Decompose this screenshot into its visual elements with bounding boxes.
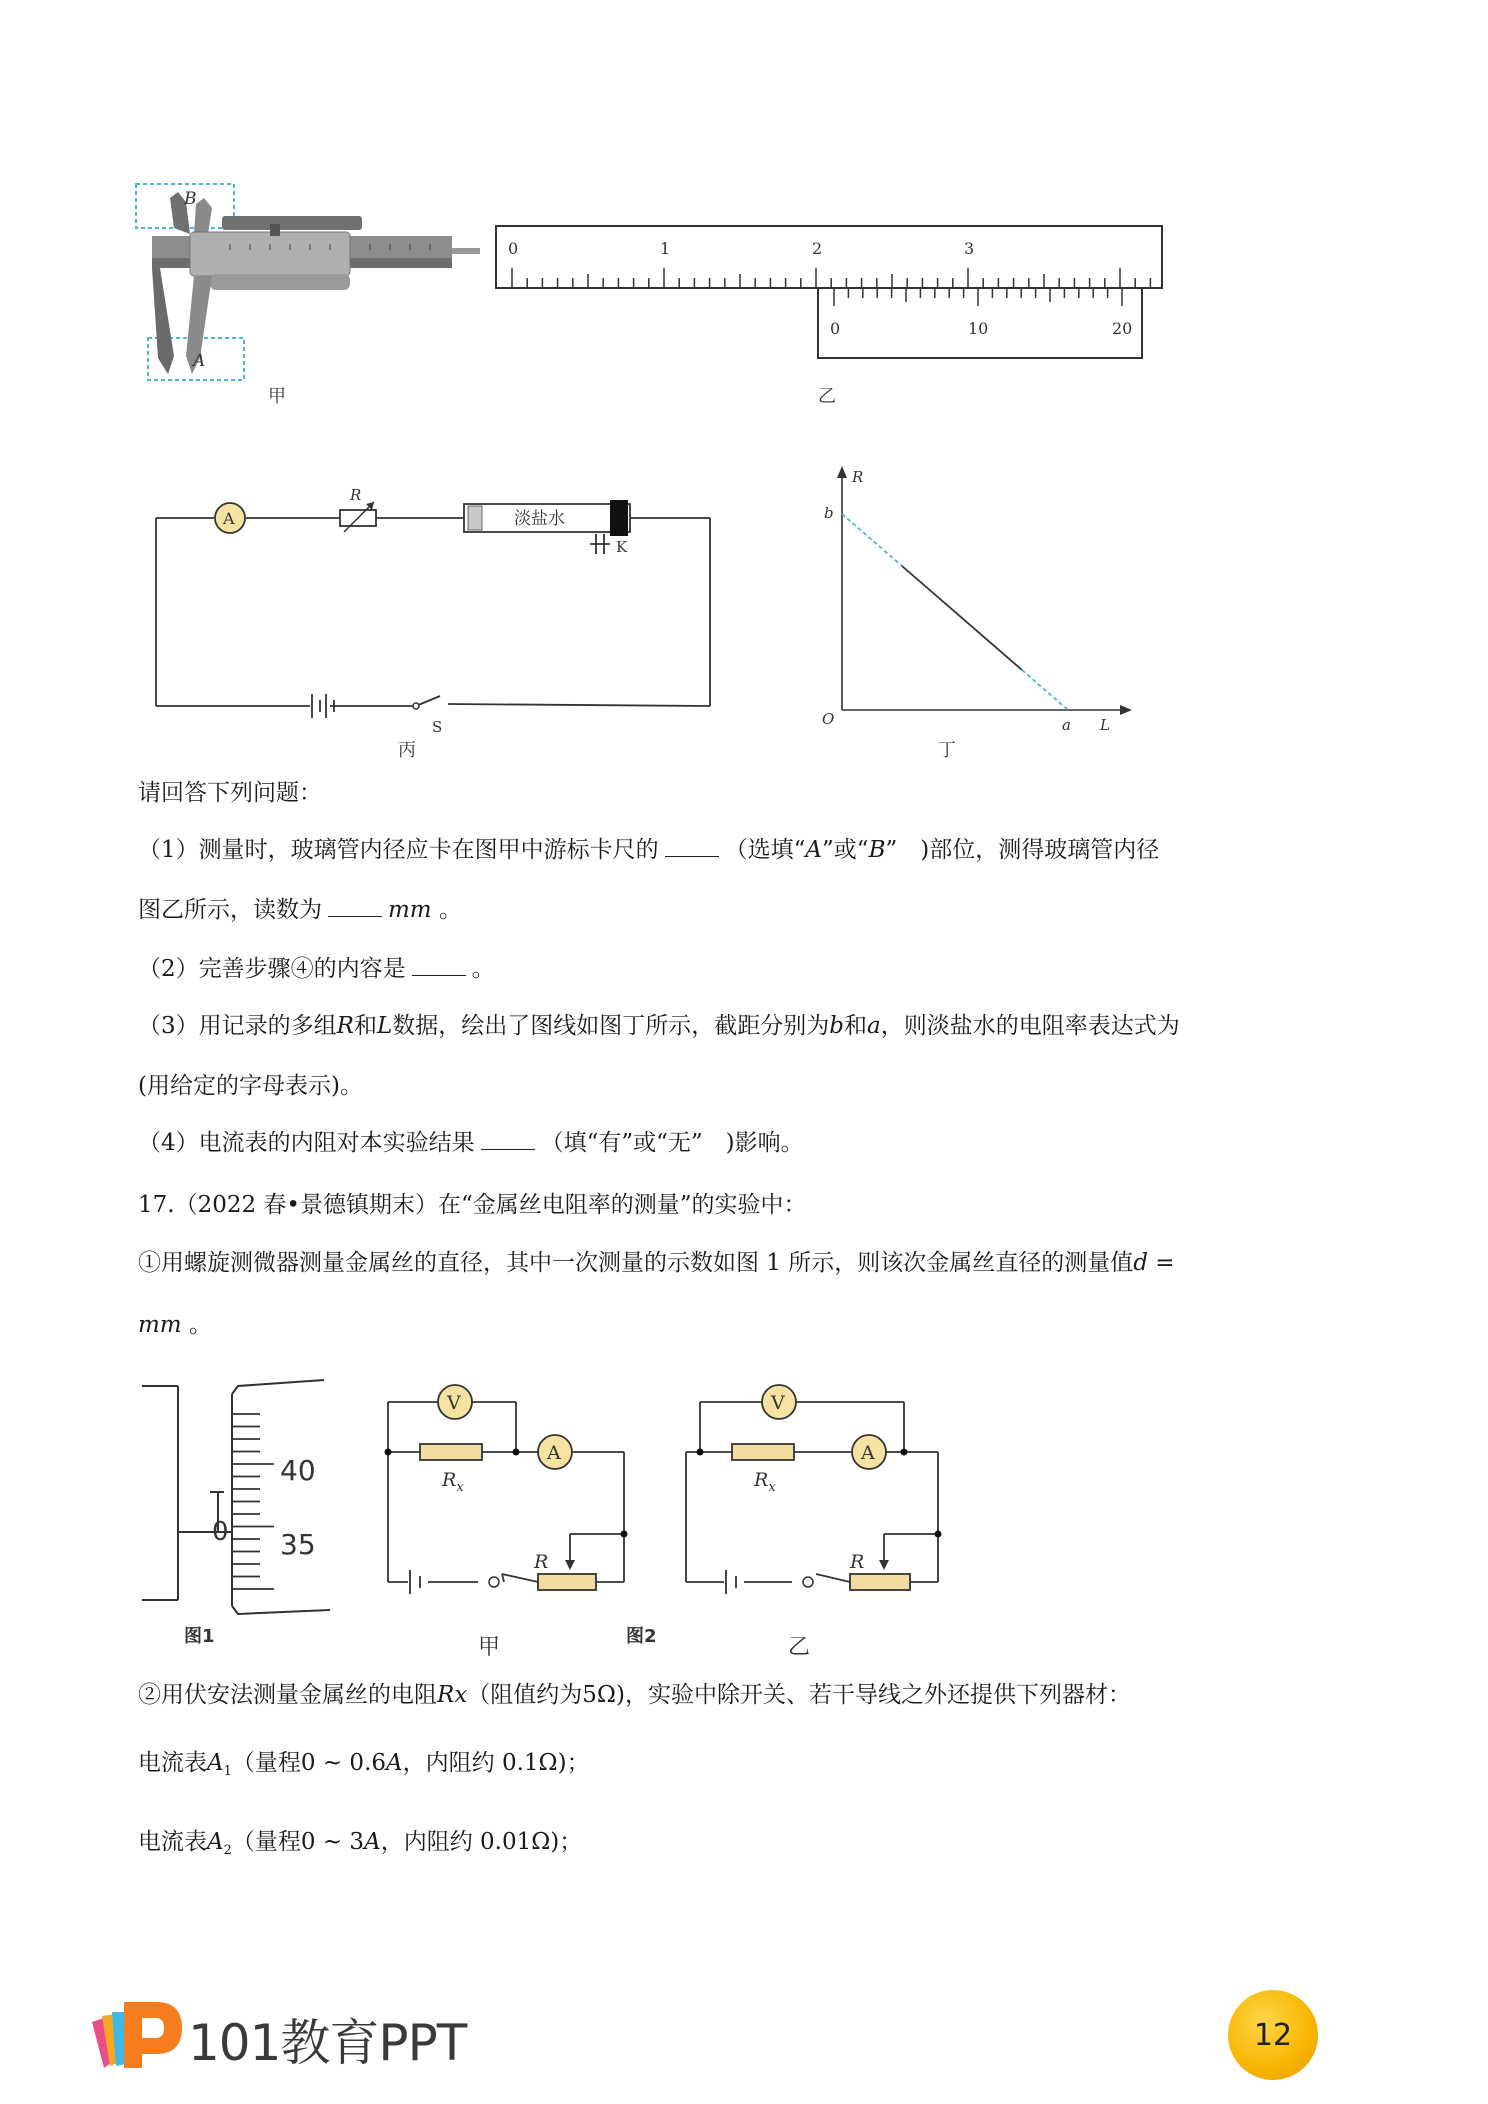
- tube-label: 淡盐水: [514, 509, 565, 529]
- micrometer-label-35: 35: [280, 1528, 316, 1561]
- rheostat-label: R: [534, 1551, 549, 1573]
- fit-line-dashed-start: [842, 514, 902, 566]
- switch-s-label: S: [432, 718, 443, 736]
- page-number: 12: [1253, 2017, 1293, 2053]
- question-17-title: 17.（2022 春•景德镇期末）在“金属丝电阻率的测量”的实验中：: [138, 1192, 807, 1218]
- caption-yi-2: 乙: [788, 1635, 811, 1660]
- brand-logo-icon: [82, 1992, 192, 2076]
- question-17-part1-line2: mm 。: [138, 1312, 212, 1338]
- caption-ding: 丁: [938, 740, 956, 761]
- caption-jia: 甲: [268, 386, 286, 407]
- equipment-a2: 电流表$A_2$（量程0 ~ 3A，内阻约 0.01Ω)；: [138, 1829, 583, 1858]
- question-1: （1）测量时，玻璃管内径应卡在图甲中游标卡尺的 （选填“A”或“B” )部位，测得玻璃管内径: [138, 837, 1160, 863]
- rx-label: $R_x$: [442, 1469, 464, 1495]
- micrometer-figure: [138, 1374, 338, 1614]
- graph-y-label: R: [852, 468, 864, 486]
- main-label-2: 2: [812, 239, 823, 258]
- caption-jia-2: 甲: [478, 1635, 501, 1660]
- vernier-label-20: 20: [1112, 319, 1133, 338]
- answer-blank-q4[interactable]: [481, 1129, 535, 1150]
- micrometer-label-40: 40: [280, 1454, 316, 1487]
- question-4: （4）电流表的内阻对本实验结果 （填“有”或“无” )影响。: [138, 1130, 804, 1156]
- graph-origin-label: O: [822, 710, 835, 728]
- equipment-a1: 电流表$A_1$（量程0 ~ 0.6A，内阻约 0.1Ω)；: [138, 1750, 590, 1779]
- brand-name: 101教育PPT: [188, 2014, 467, 2072]
- main-label-3: 3: [964, 239, 975, 258]
- question-3: （3）用记录的多组R和L数据，绘出了图线如图丁所示，截距分别为b和a，则淡盐水的电阻率表达式为: [138, 1013, 1180, 1039]
- caption-fig1: 图1: [184, 1626, 215, 1647]
- caption-bing: 丙: [398, 740, 416, 761]
- caliper-figure: [130, 178, 490, 418]
- vernier-label-10: 10: [968, 319, 989, 338]
- ammeter-label: A: [861, 1442, 875, 1464]
- rheostat-label: R: [850, 1551, 865, 1573]
- question-17-part2: ②用伏安法测量金属丝的电阻Rx（阻值约为5Ω)，实验中除开关、若干导线之外还提供下列器材：: [138, 1682, 1131, 1708]
- vernier-label-0: 0: [830, 319, 841, 338]
- fit-line: [902, 566, 1022, 670]
- rheostat-label: R: [350, 486, 362, 504]
- caliper-label-b: B: [184, 189, 197, 209]
- caliper-label-a: A: [193, 351, 206, 371]
- voltmeter-label: V: [771, 1392, 785, 1414]
- question-3-line2: (用给定的字母表示)。: [138, 1073, 363, 1099]
- main-label-0: 0: [508, 239, 519, 258]
- main-label-1: 1: [660, 239, 671, 258]
- graph-x-label: L: [1100, 716, 1110, 734]
- rx-label: $R_x$: [754, 1469, 776, 1495]
- ammeter-label: A: [547, 1442, 561, 1464]
- answer-blank-q1b[interactable]: [328, 896, 382, 917]
- main-scale: [496, 226, 1162, 288]
- circuit-2-jia: [368, 1372, 636, 1602]
- voltmeter-label: V: [447, 1392, 461, 1414]
- question-1-line2: 图乙所示，读数为 mm 。: [138, 897, 462, 923]
- question-17-part1: ①用螺旋测微器测量金属丝的直径，其中一次测量的示数如图 1 所示，则该次金属丝直径的测量值d =: [138, 1250, 1175, 1276]
- vernier-scale-figure: [494, 224, 1174, 364]
- micrometer-label-0: 0: [212, 1517, 229, 1547]
- circuit-bing-figure: [150, 478, 720, 736]
- ammeter-label: A: [223, 509, 235, 528]
- fit-line-dashed-end: [1022, 670, 1068, 710]
- switch-k-label: K: [616, 538, 628, 556]
- caption-yi: 乙: [818, 386, 836, 407]
- page-number-badge: [1228, 1990, 1318, 2080]
- graph-b-label: b: [824, 504, 834, 522]
- graph-a-label: a: [1062, 716, 1071, 734]
- answer-blank-q1a[interactable]: [665, 836, 719, 857]
- answer-blank-q2[interactable]: [412, 955, 466, 976]
- question-2: （2）完善步骤④的内容是 。: [138, 956, 495, 982]
- caption-fig2: 图2: [626, 1626, 657, 1647]
- graph-ding-figure: [808, 462, 1138, 742]
- circuit-2-yi: [680, 1372, 948, 1602]
- prompt-text: 请回答下列问题：: [138, 780, 322, 806]
